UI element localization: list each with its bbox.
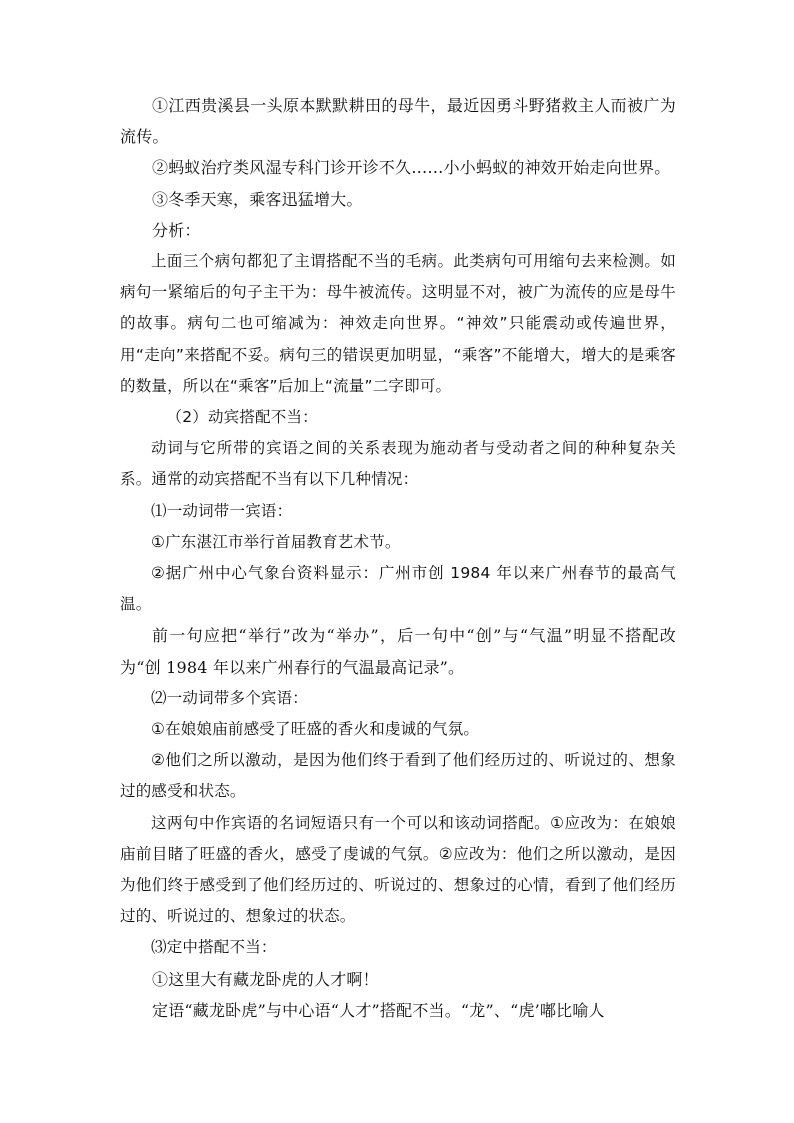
- analysis-paragraph: 上面三个病句都犯了主谓搭配不当的毛病。此类病句可用缩句去来检测。如病句一紧缩后的句子主干为：母牛被流传。这明显不对，被广为流传的应是母牛的故事。病句二也可缩减为：神效走向世界。“神效”只能震动或传遍世界，用“走向”来搭配不妥。病句三的错误更加明显，“乘客”不能增大，增大的是乘客的数量，所以在“乘客”后加上“流量”二字即可。: [120, 252, 676, 395]
- section-intro-paragraph: 动词与它所带的宾语之间的关系表现为施动者与受动者之间的种种复杂关系。通常的动宾搭配不当有以下几种情况：: [120, 439, 676, 489]
- section-heading-verb-object: （2）动宾搭配不当：: [166, 408, 318, 427]
- analysis-heading: 分析：: [152, 220, 201, 240]
- example-sentence-6: ①在娘娘庙前感受了旺盛的香火和虔诚的气氛。: [151, 720, 480, 739]
- example-sentence-1: ①江西贵溪县一头原本默默耕田的母牛，最近因勇斗野猪救主人而被广为流传。: [120, 96, 676, 147]
- subsection-heading-1: ⑴一动词带一宾语：: [151, 501, 293, 520]
- correction-paragraph-2: 这两句中作宾语的名词短语只有一个可以和该动词搭配。①应改为：在娘娘庙前目睹了旺盛的香火，感受了虔诚的气氛。②应改为：他们之所以激动，是因为他们终于感受到了他们经历过的、听说过的、想象过的心情，看到了他们经历过的、听说过的、想象过的状态。: [120, 813, 676, 926]
- analysis-paragraph-3: 定语“藏龙卧虎”与中心语“人才”搭配不当。“龙”、“虎’嘟比喻人: [152, 1000, 605, 1020]
- document-body: [120, 90, 676, 1026]
- example-sentence-2: ②蚂蚁治疗类风湿专科门诊开诊不久……小小蚂蚁的神效开始走向世界。: [152, 158, 671, 178]
- subsection-heading-3: ⑶定中搭配不当：: [151, 938, 277, 957]
- example-sentence-7: ②他们之所以激动，是因为他们终于看到了他们经历过的、听说过的、想象过的感受和状态。: [120, 751, 676, 801]
- example-sentence-3: ③冬季天寒，乘客迅猛增大。: [152, 189, 363, 209]
- example-sentence-5: ②据广州中心气象台资料显示：广州市创 1984 年以来广州春节的最高气温。: [120, 564, 676, 614]
- subsection-heading-2: ⑵一动词带多个宾语：: [151, 688, 309, 707]
- example-sentence-8: ①这里大有藏龙卧虎的人才啊！: [152, 969, 379, 989]
- correction-paragraph-1: 前一句应把“举行”改为“举办”，后一句中“创”与“气温”明显不搭配改为“创 1984 年以来广州春行的气温最高记录”。: [120, 626, 676, 677]
- example-sentence-4: ①广东湛江市举行首届教育艺术节。: [151, 532, 401, 551]
